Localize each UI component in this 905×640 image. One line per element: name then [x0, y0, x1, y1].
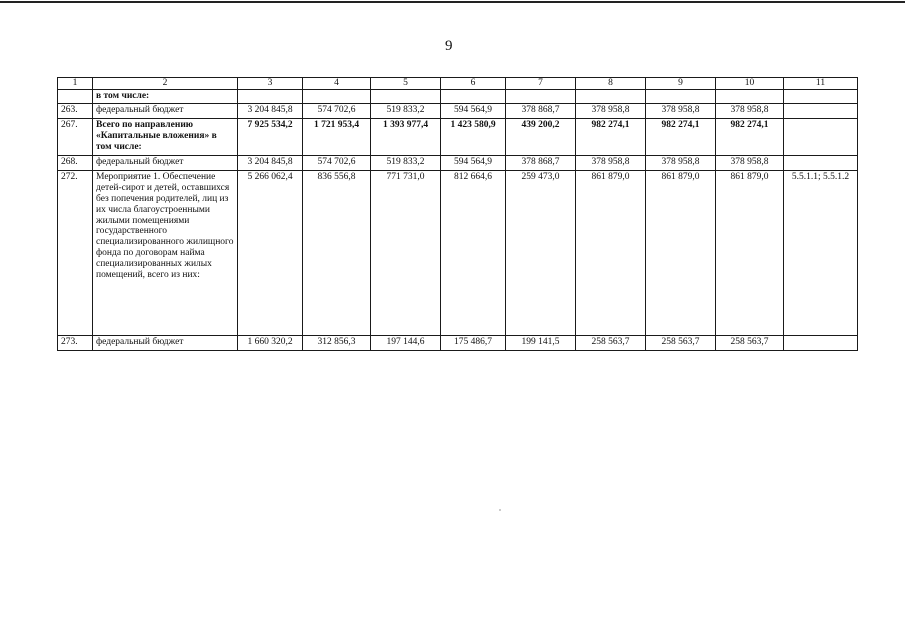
value-cell: 5 266 062,4	[238, 170, 303, 335]
table-row	[58, 103, 858, 118]
value-cell: 771 731,0	[371, 170, 441, 335]
value-cell	[371, 89, 441, 103]
value-cell: 1 660 320,2	[238, 335, 303, 350]
row-name: федеральный бюджет	[93, 103, 238, 118]
header-row	[58, 78, 858, 90]
value-cell: 1 721 953,4	[303, 118, 371, 155]
row-name: в том числе:	[93, 89, 238, 103]
value-cell: 812 664,6	[441, 170, 506, 335]
value-cell: 378 868,7	[506, 103, 576, 118]
code-cell	[784, 103, 858, 118]
value-cell: 594 564,9	[441, 155, 506, 170]
value-cell: 258 563,7	[716, 335, 784, 350]
value-cell: 519 833,2	[371, 103, 441, 118]
value-cell	[506, 89, 576, 103]
value-cell: 861 879,0	[646, 170, 716, 335]
row-name: федеральный бюджет	[93, 335, 238, 350]
row-name: Мероприятие 1. Обеспечение детей-сирот и детей, оставшихся без попечения родителей, лиц из их числа благоустроенными жилыми помещениями государственного специализированного жилищного фонда по договорам найма специализированных жилых помещений, всего из них:	[93, 170, 238, 335]
value-cell	[303, 89, 371, 103]
value-cell: 439 200,2	[506, 118, 576, 155]
table-row	[58, 89, 858, 103]
column-header: 6	[441, 78, 506, 90]
value-cell: 175 486,7	[441, 335, 506, 350]
value-cell	[646, 89, 716, 103]
value-cell: 3 204 845,8	[238, 103, 303, 118]
table-row	[58, 155, 858, 170]
table-row	[58, 335, 858, 350]
value-cell: 258 563,7	[576, 335, 646, 350]
code-cell	[784, 335, 858, 350]
value-cell: 378 958,8	[576, 155, 646, 170]
value-cell: 378 958,8	[576, 103, 646, 118]
column-header: 2	[93, 78, 238, 90]
value-cell: 258 563,7	[646, 335, 716, 350]
page-number: 9	[445, 38, 453, 54]
row-number: 268.	[58, 155, 93, 170]
value-cell: 982 274,1	[576, 118, 646, 155]
column-header: 7	[506, 78, 576, 90]
value-cell: 574 702,6	[303, 155, 371, 170]
value-cell: 861 879,0	[716, 170, 784, 335]
value-cell: 7 925 534,2	[238, 118, 303, 155]
value-cell: 378 958,8	[646, 103, 716, 118]
value-cell: 259 473,0	[506, 170, 576, 335]
value-cell: 312 856,3	[303, 335, 371, 350]
row-number: 263.	[58, 103, 93, 118]
value-cell: 378 868,7	[506, 155, 576, 170]
row-name: Всего по направлению «Капитальные вложения» в том числе:	[93, 118, 238, 155]
value-cell: 378 958,8	[646, 155, 716, 170]
value-cell	[716, 89, 784, 103]
value-cell: 199 141,5	[506, 335, 576, 350]
column-header: 8	[576, 78, 646, 90]
column-header: 3	[238, 78, 303, 90]
scan-speck	[499, 509, 501, 511]
value-cell: 378 958,8	[716, 103, 784, 118]
table-row	[58, 118, 858, 155]
code-cell: 5.5.1.1; 5.5.1.2	[784, 170, 858, 335]
value-cell: 378 958,8	[716, 155, 784, 170]
value-cell: 1 393 977,4	[371, 118, 441, 155]
column-header: 5	[371, 78, 441, 90]
row-number	[58, 89, 93, 103]
value-cell: 1 423 580,9	[441, 118, 506, 155]
code-cell	[784, 118, 858, 155]
value-cell: 982 274,1	[716, 118, 784, 155]
value-cell	[238, 89, 303, 103]
column-header: 9	[646, 78, 716, 90]
value-cell: 3 204 845,8	[238, 155, 303, 170]
column-header: 10	[716, 78, 784, 90]
row-number: 272.	[58, 170, 93, 335]
value-cell	[441, 89, 506, 103]
value-cell: 574 702,6	[303, 103, 371, 118]
value-cell	[576, 89, 646, 103]
budget-table	[57, 77, 858, 351]
column-header: 4	[303, 78, 371, 90]
value-cell: 519 833,2	[371, 155, 441, 170]
row-number: 273.	[58, 335, 93, 350]
code-cell	[784, 155, 858, 170]
value-cell: 982 274,1	[646, 118, 716, 155]
column-header: 1	[58, 78, 93, 90]
value-cell: 197 144,6	[371, 335, 441, 350]
row-number: 267.	[58, 118, 93, 155]
row-name: федеральный бюджет	[93, 155, 238, 170]
scan-top-border	[0, 1, 905, 3]
value-cell: 594 564,9	[441, 103, 506, 118]
value-cell: 861 879,0	[576, 170, 646, 335]
value-cell: 836 556,8	[303, 170, 371, 335]
code-cell	[784, 89, 858, 103]
table-row	[58, 170, 858, 335]
column-header: 11	[784, 78, 858, 90]
